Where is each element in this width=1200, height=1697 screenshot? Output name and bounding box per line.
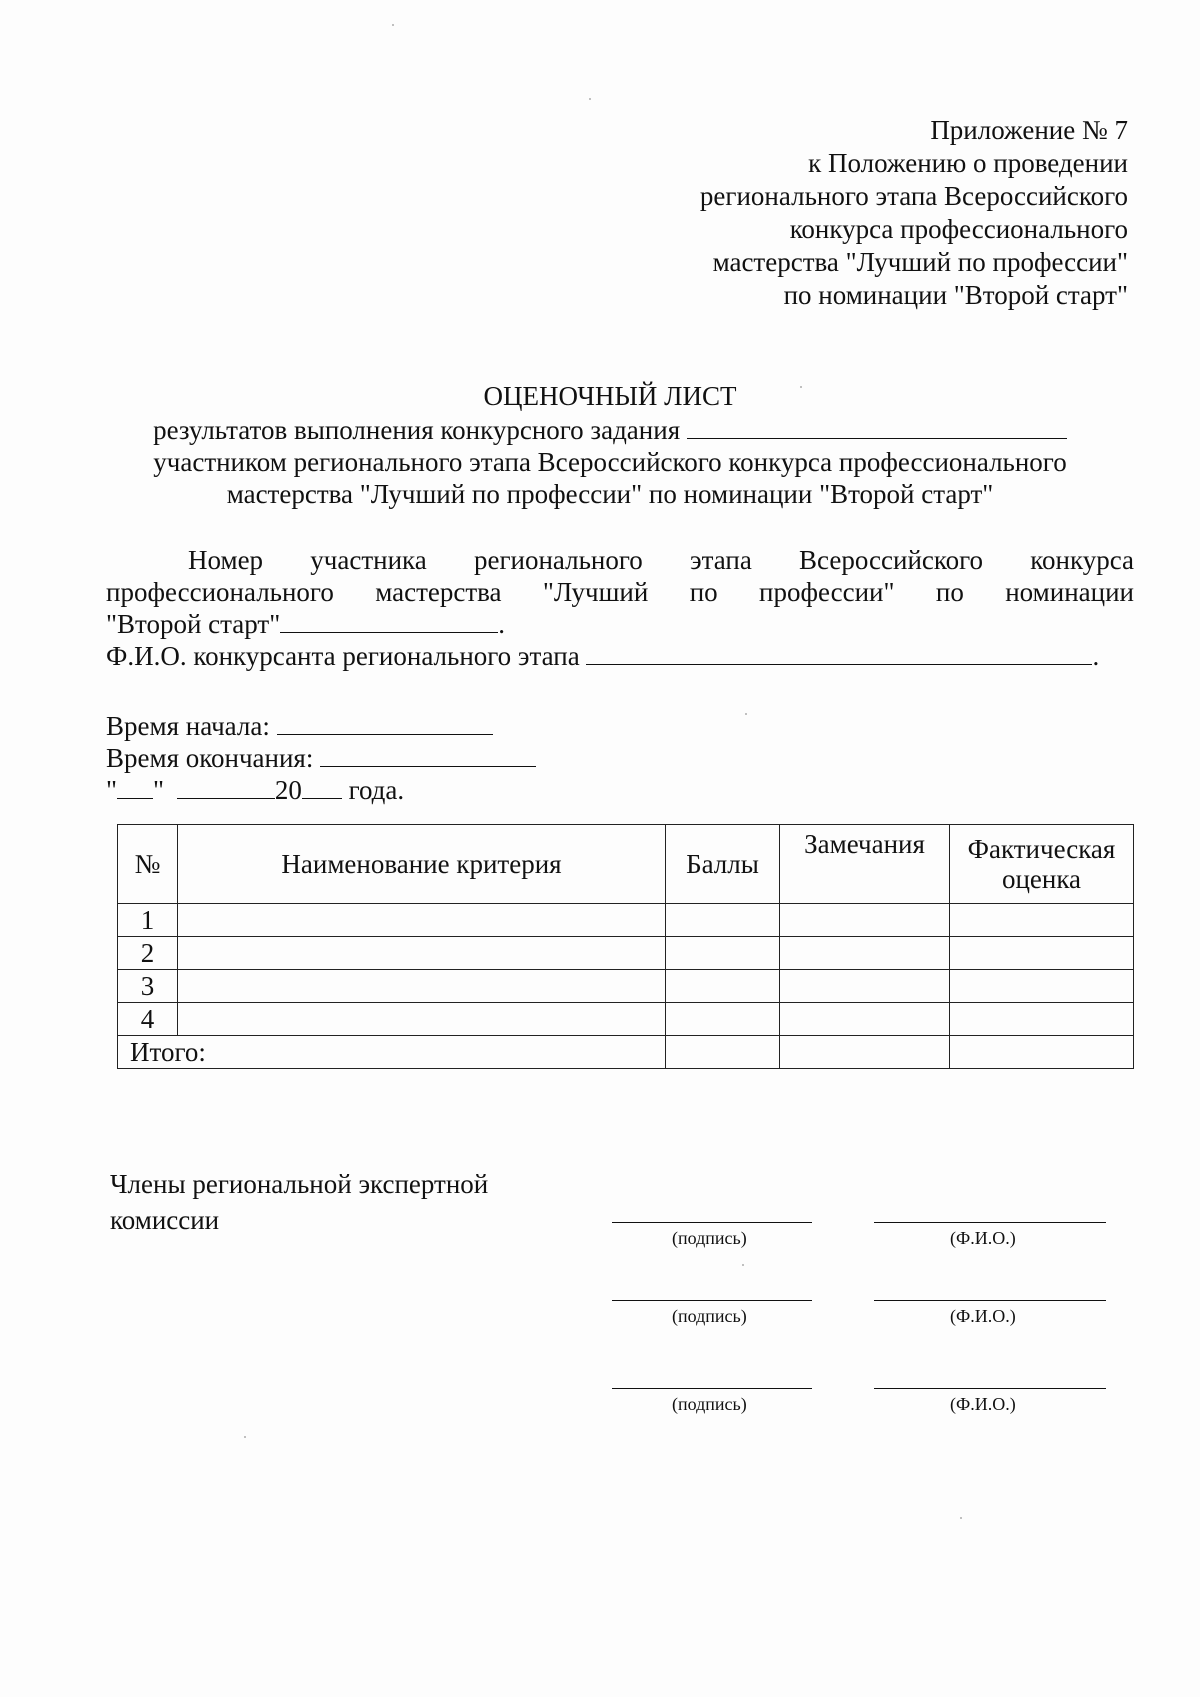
signature-line[interactable] xyxy=(612,1300,812,1301)
table-row xyxy=(118,1003,1134,1036)
fio-blank[interactable] xyxy=(586,642,1092,665)
title-block xyxy=(110,380,1110,510)
points-cell[interactable] xyxy=(666,904,780,937)
title-line-text: результатов выполнения конкурсного задания xyxy=(153,415,681,445)
participant-line-2 xyxy=(106,576,1134,608)
word: этапа xyxy=(690,545,752,575)
participant-number-blank[interactable] xyxy=(280,610,498,633)
criterion-cell[interactable] xyxy=(178,1003,666,1036)
start-time-label: Время начала: xyxy=(106,711,270,741)
header-actual: Фактическая оценка xyxy=(950,825,1134,904)
total-actual-cell[interactable] xyxy=(950,1036,1134,1069)
total-remarks-cell[interactable] xyxy=(780,1036,950,1069)
criterion-cell[interactable] xyxy=(178,970,666,1003)
end-punct: . xyxy=(1092,641,1100,671)
start-time-blank[interactable] xyxy=(277,712,493,735)
scan-speck xyxy=(745,713,747,715)
header-num: № xyxy=(118,825,178,904)
actual-cell[interactable] xyxy=(950,937,1134,970)
signature-line[interactable] xyxy=(612,1222,812,1223)
word: по xyxy=(689,577,718,607)
header-criterion: Наименование критерия xyxy=(178,825,666,904)
signature-caption: (подпись) xyxy=(672,1306,747,1326)
signature-line[interactable] xyxy=(612,1388,812,1389)
total-points-cell[interactable] xyxy=(666,1036,780,1069)
criterion-cell[interactable] xyxy=(178,904,666,937)
signature-row xyxy=(612,1388,1108,1428)
word: профессионального xyxy=(106,577,334,607)
word: Номер xyxy=(188,545,264,575)
scan-speck xyxy=(960,1517,962,1519)
remarks-cell[interactable] xyxy=(780,1003,950,1036)
remarks-cell[interactable] xyxy=(780,937,950,970)
scan-speck xyxy=(800,386,802,388)
header-points: Баллы xyxy=(666,825,780,904)
nomination-label: "Второй старт" xyxy=(106,609,281,639)
row-num: 3 xyxy=(118,970,178,1003)
appendix-header xyxy=(568,114,1128,312)
fio-signature-line[interactable] xyxy=(874,1300,1106,1301)
points-cell[interactable] xyxy=(666,937,780,970)
word: Всероссийского xyxy=(799,545,984,575)
end-punct: . xyxy=(498,609,505,639)
word: мастерства xyxy=(375,577,502,607)
times-block xyxy=(106,710,536,806)
table-row xyxy=(118,970,1134,1003)
table-row xyxy=(118,937,1134,970)
points-cell[interactable] xyxy=(666,1003,780,1036)
fio-line xyxy=(106,640,1134,672)
word: участника xyxy=(310,545,427,575)
word: профессии" xyxy=(759,577,895,607)
evaluation-table xyxy=(117,824,1134,1069)
header-remarks: Замечания xyxy=(780,825,950,904)
criterion-cell[interactable] xyxy=(178,937,666,970)
fio-caption: (Ф.И.О.) xyxy=(950,1228,1016,1248)
year-suffix: года. xyxy=(348,775,405,805)
participant-line-1 xyxy=(106,544,1134,576)
scan-speck xyxy=(742,1264,744,1266)
table-row xyxy=(118,904,1134,937)
task-name-blank[interactable] xyxy=(687,416,1067,439)
row-num: 4 xyxy=(118,1003,178,1036)
quote-open: " xyxy=(106,775,118,805)
signature-row xyxy=(612,1300,1108,1340)
scan-speck xyxy=(244,1436,246,1438)
appendix-line: по номинации "Второй старт" xyxy=(783,280,1128,310)
day-blank[interactable] xyxy=(117,776,153,799)
appendix-line: к Положению о проведении xyxy=(808,148,1128,178)
title-line-nomination: мастерства "Лучший по профессии" по номинации "Второй старт" xyxy=(226,479,994,509)
commission-label: Члены региональной экспертной комиссии xyxy=(110,1169,489,1235)
total-label: Итого: xyxy=(118,1036,666,1069)
end-time-label: Время окончания: xyxy=(106,743,314,773)
title-line-participant: участником регионального этапа Всероссийского конкурса профессионального xyxy=(153,447,1067,477)
fio-caption: (Ф.И.О.) xyxy=(950,1306,1016,1326)
fio-signature-line[interactable] xyxy=(874,1388,1106,1389)
word: регионального xyxy=(473,545,643,575)
appendix-line: регионального этапа Всероссийского xyxy=(699,181,1128,211)
scan-speck xyxy=(392,24,394,26)
remarks-cell[interactable] xyxy=(780,904,950,937)
signature-caption: (подпись) xyxy=(672,1228,747,1248)
signature-row xyxy=(612,1222,1108,1262)
end-time-line xyxy=(106,742,536,774)
word: номинации xyxy=(1005,577,1134,607)
year-prefix: 20 xyxy=(274,775,302,805)
actual-cell[interactable] xyxy=(950,1003,1134,1036)
end-time-blank[interactable] xyxy=(320,744,536,767)
appendix-line: конкурса профессионального xyxy=(789,214,1128,244)
scan-speck xyxy=(589,98,591,100)
word: конкурса xyxy=(1030,545,1134,575)
start-time-line xyxy=(106,710,536,742)
fio-signature-line[interactable] xyxy=(874,1222,1106,1223)
row-num: 2 xyxy=(118,937,178,970)
participant-paragraph xyxy=(106,544,1134,672)
page-title: ОЦЕНОЧНЫЙ ЛИСТ xyxy=(483,381,737,411)
date-line xyxy=(106,774,536,806)
actual-cell[interactable] xyxy=(950,904,1134,937)
row-num: 1 xyxy=(118,904,178,937)
word: по xyxy=(935,577,964,607)
title-line-task xyxy=(110,414,1110,446)
table-header-row xyxy=(118,825,1134,904)
quote-close: " xyxy=(153,775,165,805)
points-cell[interactable] xyxy=(666,970,780,1003)
fio-label: Ф.И.О. конкурсанта регионального этапа xyxy=(106,641,580,671)
appendix-line: Приложение № 7 xyxy=(930,115,1128,145)
word: "Лучший xyxy=(542,577,649,607)
fio-caption: (Ф.И.О.) xyxy=(950,1394,1016,1414)
appendix-line: мастерства "Лучший по профессии" xyxy=(712,247,1128,277)
signature-caption: (подпись) xyxy=(672,1394,747,1414)
participant-number-line xyxy=(106,608,1134,640)
remarks-cell[interactable] xyxy=(780,970,950,1003)
year-blank[interactable] xyxy=(302,776,342,799)
table-total-row xyxy=(118,1036,1134,1069)
actual-cell[interactable] xyxy=(950,970,1134,1003)
month-blank[interactable] xyxy=(177,776,275,799)
